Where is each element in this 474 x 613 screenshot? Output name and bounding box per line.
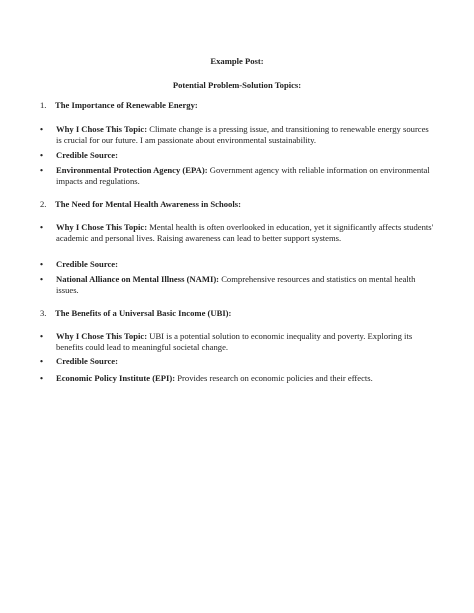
bullet-icon: • — [40, 331, 44, 341]
credible-source-label: Credible Source: — [56, 259, 118, 269]
list-item — [40, 259, 435, 270]
source-text: Comprehensive resources and statistics on mental health issues. — [56, 274, 416, 295]
list-item — [40, 274, 435, 296]
why-label: Why I Chose This Topic: — [56, 222, 148, 232]
list-item — [40, 373, 435, 384]
list-item — [40, 165, 435, 187]
section-title: The Importance of Renewable Energy: — [55, 100, 198, 110]
why-label: Why I Chose This Topic: — [56, 331, 148, 341]
why-label: Why I Chose This Topic: — [56, 124, 148, 134]
list-item — [40, 124, 435, 146]
source-name: National Alliance on Mental Illness (NAMI): — [56, 274, 220, 284]
section-number: 1. — [40, 100, 47, 110]
bullet-icon: • — [40, 373, 44, 383]
section-title: The Benefits of a Universal Basic Income (UBI): — [55, 308, 232, 318]
document-title: Example Post: — [210, 56, 264, 66]
bullet-icon: • — [40, 124, 44, 134]
source-text: Government agency with reliable information on environmental impacts and regulations. — [56, 165, 430, 186]
section-number: 3. — [40, 308, 47, 318]
section-heading — [40, 199, 440, 210]
list-item — [40, 150, 435, 161]
section-number: 2. — [40, 199, 47, 209]
list-item — [40, 222, 435, 244]
list-item — [40, 356, 435, 367]
bullet-icon: • — [40, 222, 44, 232]
bullet-icon: • — [40, 165, 44, 175]
document-subtitle: Potential Problem-Solution Topics: — [172, 80, 302, 90]
why-text: Mental health is often overlooked in education, yet it significantly affects students' academic and personal lives. Raising awareness can lead to better support systems. — [56, 222, 434, 243]
bullet-icon: • — [40, 150, 44, 160]
source-text: Provides research on economic policies and their effects. — [177, 373, 373, 383]
bullet-icon: • — [40, 259, 44, 269]
source-name: Economic Policy Institute (EPI): — [56, 373, 176, 383]
credible-source-label: Credible Source: — [56, 356, 118, 366]
why-text: UBI is a potential solution to economic inequality and poverty. Exploring its benefits could lead to meaningful societal change. — [56, 331, 413, 352]
section-heading — [40, 308, 440, 319]
section-heading — [40, 100, 440, 111]
bullet-icon: • — [40, 356, 44, 366]
section-title: The Need for Mental Health Awareness in Schools: — [55, 199, 241, 209]
why-text: Climate change is a pressing issue, and transitioning to renewable energy sources is crucial for our future. I am passionate about environmental sustainability. — [56, 124, 429, 145]
credible-source-label: Credible Source: — [56, 150, 118, 160]
source-name: Environmental Protection Agency (EPA): — [56, 165, 208, 175]
list-item — [40, 331, 435, 353]
bullet-icon: • — [40, 274, 44, 284]
